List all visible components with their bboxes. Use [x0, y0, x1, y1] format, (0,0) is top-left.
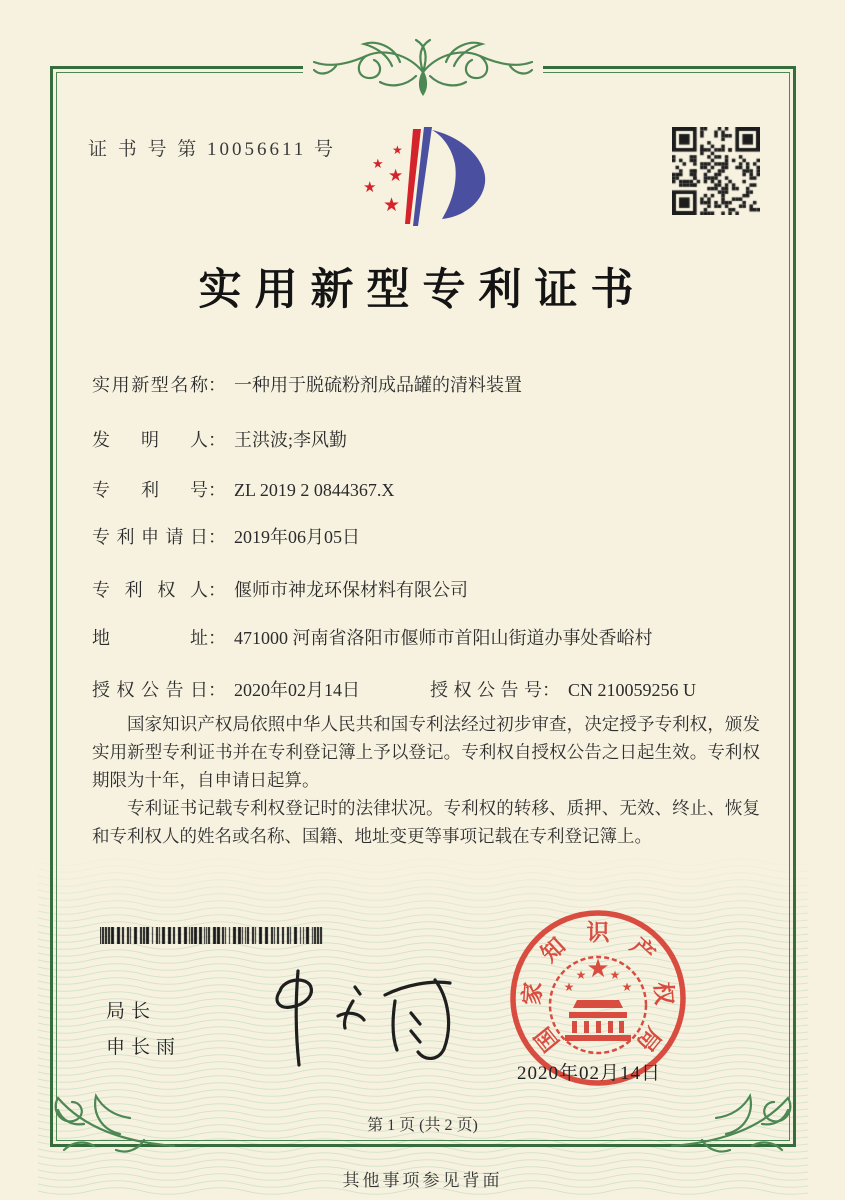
- svg-text:★: ★: [621, 980, 633, 994]
- field-colon: ：: [208, 680, 226, 700]
- logo-star-icon: ★: [363, 178, 377, 196]
- field-value: CN 210059256 U: [568, 680, 697, 700]
- cnipa-logo-icon: [355, 120, 495, 235]
- logo-star-icon: ★: [388, 166, 404, 186]
- logo-star-icon: ★: [383, 194, 401, 216]
- field-colon: ：: [542, 680, 560, 700]
- field-row-invention-name: [92, 371, 522, 397]
- field-value: ZL 2019 2 0844367.X: [234, 480, 395, 500]
- top-flourish-ornament-icon: [296, 34, 550, 106]
- field-row-filing-date: [92, 523, 360, 549]
- field-row-patentee: [92, 576, 468, 602]
- svg-text:★: ★: [586, 954, 610, 984]
- field-label: 实用新型名称: [92, 375, 208, 395]
- field-label: 专利号: [92, 480, 208, 500]
- field-label: 发明人: [92, 430, 208, 450]
- field-value: 偃师市神龙环保材料有限公司: [234, 580, 468, 600]
- field-colon: ：: [208, 375, 226, 395]
- field-colon: ：: [208, 527, 226, 547]
- field-colon: ：: [208, 480, 226, 500]
- logo-star-icon: ★: [392, 143, 403, 157]
- field-colon: ：: [208, 580, 226, 600]
- field-label: 授权公告号: [430, 680, 542, 700]
- field-row-address: [92, 624, 653, 650]
- field-value: 王洪波;李风勤: [234, 430, 348, 450]
- legal-paragraph-2: 专利证书记载专利权登记时的法律状况。专利权的转移、质押、无效、终止、恢复和专利权人的姓名或名称、国籍、地址变更等事项记载在专利登记簿上。: [92, 798, 760, 846]
- signatory-title: 局长: [106, 1001, 157, 1022]
- svg-text:权: 权: [650, 981, 677, 1006]
- legal-text: [92, 710, 760, 850]
- field-row-patent-number: [92, 476, 394, 502]
- svg-text:产: 产: [625, 933, 660, 968]
- field-value: 一种用于脱硫粉剂成品罐的清料装置: [234, 375, 522, 395]
- field-label: 专利申请日: [92, 527, 208, 547]
- field-colon: ：: [208, 628, 226, 648]
- field-row-inventors: [92, 426, 347, 452]
- qr-code: [672, 127, 760, 215]
- director-signature: [235, 965, 480, 1070]
- svg-text:识: 识: [586, 920, 610, 945]
- field-value: 2019年06月05日: [234, 527, 360, 547]
- back-side-note: 其他事项参见背面: [342, 1171, 503, 1190]
- svg-text:局: 局: [631, 1022, 666, 1056]
- barcode: [100, 927, 324, 944]
- svg-text:★: ★: [563, 980, 575, 994]
- field-row-grant: [92, 676, 760, 702]
- signatory-name: 申长雨: [106, 1037, 182, 1058]
- logo-star-icon: ★: [372, 157, 384, 172]
- field-label: 专利权人: [92, 580, 208, 600]
- seal-date: 2020年02月14日: [517, 1063, 662, 1084]
- field-label: 授权公告日: [92, 680, 208, 700]
- svg-text:家: 家: [519, 981, 546, 1006]
- field-colon: ：: [208, 430, 226, 450]
- certificate-title: 实用新型专利证书: [198, 267, 647, 314]
- svg-text:★: ★: [575, 968, 587, 982]
- legal-paragraph-1: 国家知识产权局依照中华人民共和国专利法经过初步审查，决定授予专利权，颁发实用新型专利证书并在专利登记簿上予以登记。专利权自授权公告之日起生效。专利权期限为十年，自申请日起算。: [92, 714, 760, 790]
- svg-text:★: ★: [609, 968, 621, 982]
- field-label: 地址: [92, 628, 208, 648]
- certificate-number: 证 书 号 第 10056611 号: [88, 139, 337, 160]
- field-grant-number: [430, 676, 696, 702]
- field-value: 2020年02月14日: [234, 680, 360, 700]
- svg-text:知: 知: [536, 933, 571, 968]
- field-value: 471000 河南省洛阳市偃师市首阳山街道办事处香峪村: [234, 628, 653, 648]
- svg-text:国: 国: [530, 1022, 565, 1056]
- page-number: 第 1 页 (共 2 页): [367, 1117, 478, 1134]
